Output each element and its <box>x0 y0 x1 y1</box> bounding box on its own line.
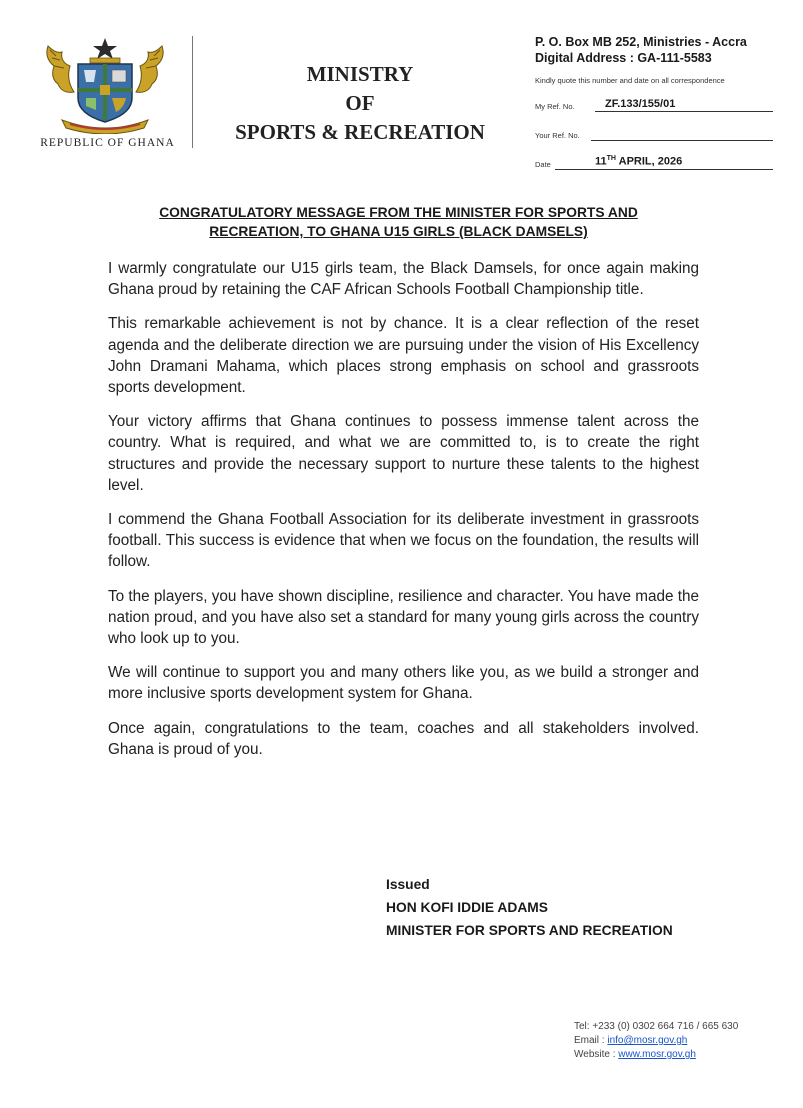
my-ref-value: ZF.133/155/01 <box>605 98 676 110</box>
postal-address: P. O. Box MB 252, Ministries - Accra <box>535 35 747 49</box>
issued-label: Issued <box>386 877 430 892</box>
paragraph-4: I commend the Ghana Football Association for its deliberate investment in grassroots football. This success is evidence that when we focus on the foundation, the results will follow. <box>108 511 699 571</box>
republic-of-ghana-caption: REPUBLIC OF GHANA <box>40 137 175 149</box>
paragraph-3: Your victory affirms that Ghana continues to possess immense talent across the country. What is required, and what we are committed to, is to create the right structures and provide the necessary support to nurture these talents to the highest level. <box>108 413 699 494</box>
letter-title-line-2: RECREATION, TO GHANA U15 GIRLS (BLACK DAMSELS) <box>209 224 588 239</box>
date-rest: APRIL, 2026 <box>618 156 683 168</box>
your-ref-row <box>535 125 773 141</box>
signatory-name: HON KOFI IDDIE ADAMS <box>386 900 548 915</box>
footer-email-label: Email : <box>574 1035 608 1046</box>
footer-contacts <box>574 1020 738 1062</box>
date-label: Date <box>535 160 551 169</box>
my-ref-row <box>535 96 773 112</box>
letter-body <box>108 258 699 773</box>
footer-email-link[interactable]: info@mosr.gov.gh <box>607 1035 688 1046</box>
ghana-coat-of-arms <box>40 36 170 134</box>
footer-email-row <box>574 1034 738 1048</box>
paragraph-2: This remarkable achievement is not by chance. It is a clear reflection of the reset agenda and the deliberate direction we are pursuing under the vision of His Excellency John Dramani Mahama, which places strong emphasis on school and grassroots sports development. <box>108 315 699 397</box>
signatory-title: MINISTER FOR SPORTS AND RECREATION <box>386 923 673 938</box>
your-ref-line <box>591 125 773 141</box>
footer-website-link[interactable]: www.mosr.gov.gh <box>618 1049 696 1060</box>
ministry-name <box>205 60 515 147</box>
footer-website-row <box>574 1048 738 1062</box>
footer-website-label: Website : <box>574 1049 619 1060</box>
footer-tel: Tel: +233 (0) 0302 664 716 / 665 630 <box>574 1021 739 1032</box>
letter-title-line-1: CONGRATULATORY MESSAGE FROM THE MINISTER FOR SPORTS AND <box>159 205 638 220</box>
date-day: 11 <box>595 156 607 168</box>
paragraph-7: Once again, congratulations to the team, coaches and all stakeholders involved. Ghana is proud of you. <box>108 719 699 758</box>
ministry-line-2: OF <box>345 91 375 115</box>
your-ref-label: Your Ref. No. <box>535 131 580 140</box>
paragraph-6: We will continue to support you and many others like you, as we build a stronger and more inclusive sports development system for Ghana. <box>108 664 699 703</box>
header-divider <box>192 36 193 148</box>
digital-address: Digital Address : GA-111-5583 <box>535 51 712 65</box>
ministry-line-3: SPORTS & RECREATION <box>235 120 485 144</box>
signature-block <box>386 873 673 942</box>
quote-note: Kindly quote this number and date on all correspondence <box>535 76 725 85</box>
date-value <box>595 155 682 168</box>
letter-title <box>100 203 697 241</box>
date-suffix: TH <box>606 155 616 163</box>
ministry-line-1: MINISTRY <box>306 62 414 86</box>
paragraph-1: I warmly congratulate our U15 girls team, the Black Damsels, for once again making Ghana proud by retaining the CAF African Schools Football Championship title. <box>108 260 699 299</box>
coat-of-arms-icon <box>40 36 170 134</box>
my-ref-label: My Ref. No. <box>535 102 575 111</box>
date-row <box>535 154 773 170</box>
paragraph-5: To the players, you have shown discipline, resilience and character. You have made the nation proud, and you have also set a standard for many young girls across the country who look up to you. <box>108 587 699 648</box>
